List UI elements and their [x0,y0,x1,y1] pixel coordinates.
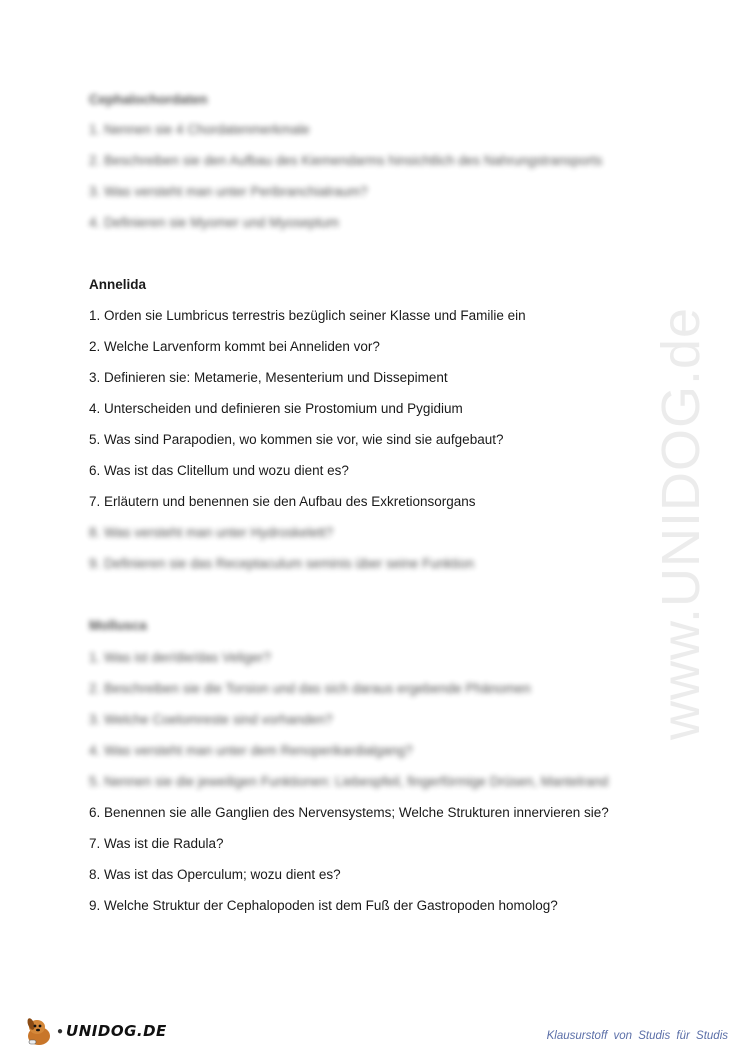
section-title-annelida: Annelida [89,277,147,292]
question-item: 2. Welche Larvenform kommt bei Anneliden vor? [89,339,380,354]
question-item: 7. Was ist die Radula? [89,836,224,851]
question-item: 1. Nennen sie 4 Chordatenmerkmale [89,122,310,137]
question-item: 9. Definieren sie das Receptaculum seminis über seine Funktion [89,556,474,571]
question-item: 6. Was ist das Clitellum und wozu dient es? [89,463,349,478]
question-item: 3. Was versteht man unter Peribranchialraum? [89,184,368,199]
question-item: 4. Unterscheiden und definieren sie Prostomium und Pygidium [89,401,463,416]
logo-suffix: .DE [136,1022,167,1040]
question-item: 4. Definieren sie Myomer und Myoseptum [89,215,339,230]
section-title-cephalochordaten: Cephalochordaten [89,92,208,107]
question-item: 2. Beschreiben sie die Torsion und das sich daraus ergebende Phänomen [89,681,531,696]
question-item: 9. Welche Struktur der Cephalopoden ist dem Fuß der Gastropoden homolog? [89,898,558,913]
question-item: 8. Was versteht man unter Hydroskelett? [89,525,334,540]
question-item: 4. Was versteht man unter dem Renoperikardialgang? [89,743,413,758]
question-item: 2. Beschreiben sie den Aufbau des Kiemendarms hinsichtlich des Nahrungstransports [89,153,603,168]
question-item: 8. Was ist das Operculum; wozu dient es? [89,867,341,882]
footer-tagline: Klausurstoff von Studis für Studis [546,1030,728,1042]
question-item: 1. Orden sie Lumbricus terrestris bezüglich seiner Klasse und Familie ein [89,308,526,323]
question-item: 7. Erläutern und benennen sie den Aufbau des Exkretionsorgans [89,494,476,509]
question-item: 3. Definieren sie: Metamerie, Mesenterium und Dissepiment [89,370,448,385]
unidog-logo[interactable] [22,1014,167,1048]
question-item: 5. Was sind Parapodien, wo kommen sie vor, wie sind sie aufgebaut? [89,432,504,447]
dog-mascot-icon [22,1014,56,1048]
question-item: 3. Welche Coelomreste sind vorhanden? [89,712,333,727]
question-item: 6. Benennen sie alle Ganglien des Nervensystems; Welche Strukturen innervieren sie? [89,805,609,820]
watermark: www.UNIDOG.de [651,306,711,740]
question-item: 1. Was ist der/die/das Veliger? [89,650,271,665]
paw-icon: ● [57,1025,64,1037]
question-item: 5. Nennen sie die jeweiligen Funktionen: Liebespfeil, fingerförmige Drüsen, Mantelrand [89,774,609,789]
logo-name: UNIDOG [66,1022,137,1040]
section-title-mollusca: Mollusca [89,618,147,633]
